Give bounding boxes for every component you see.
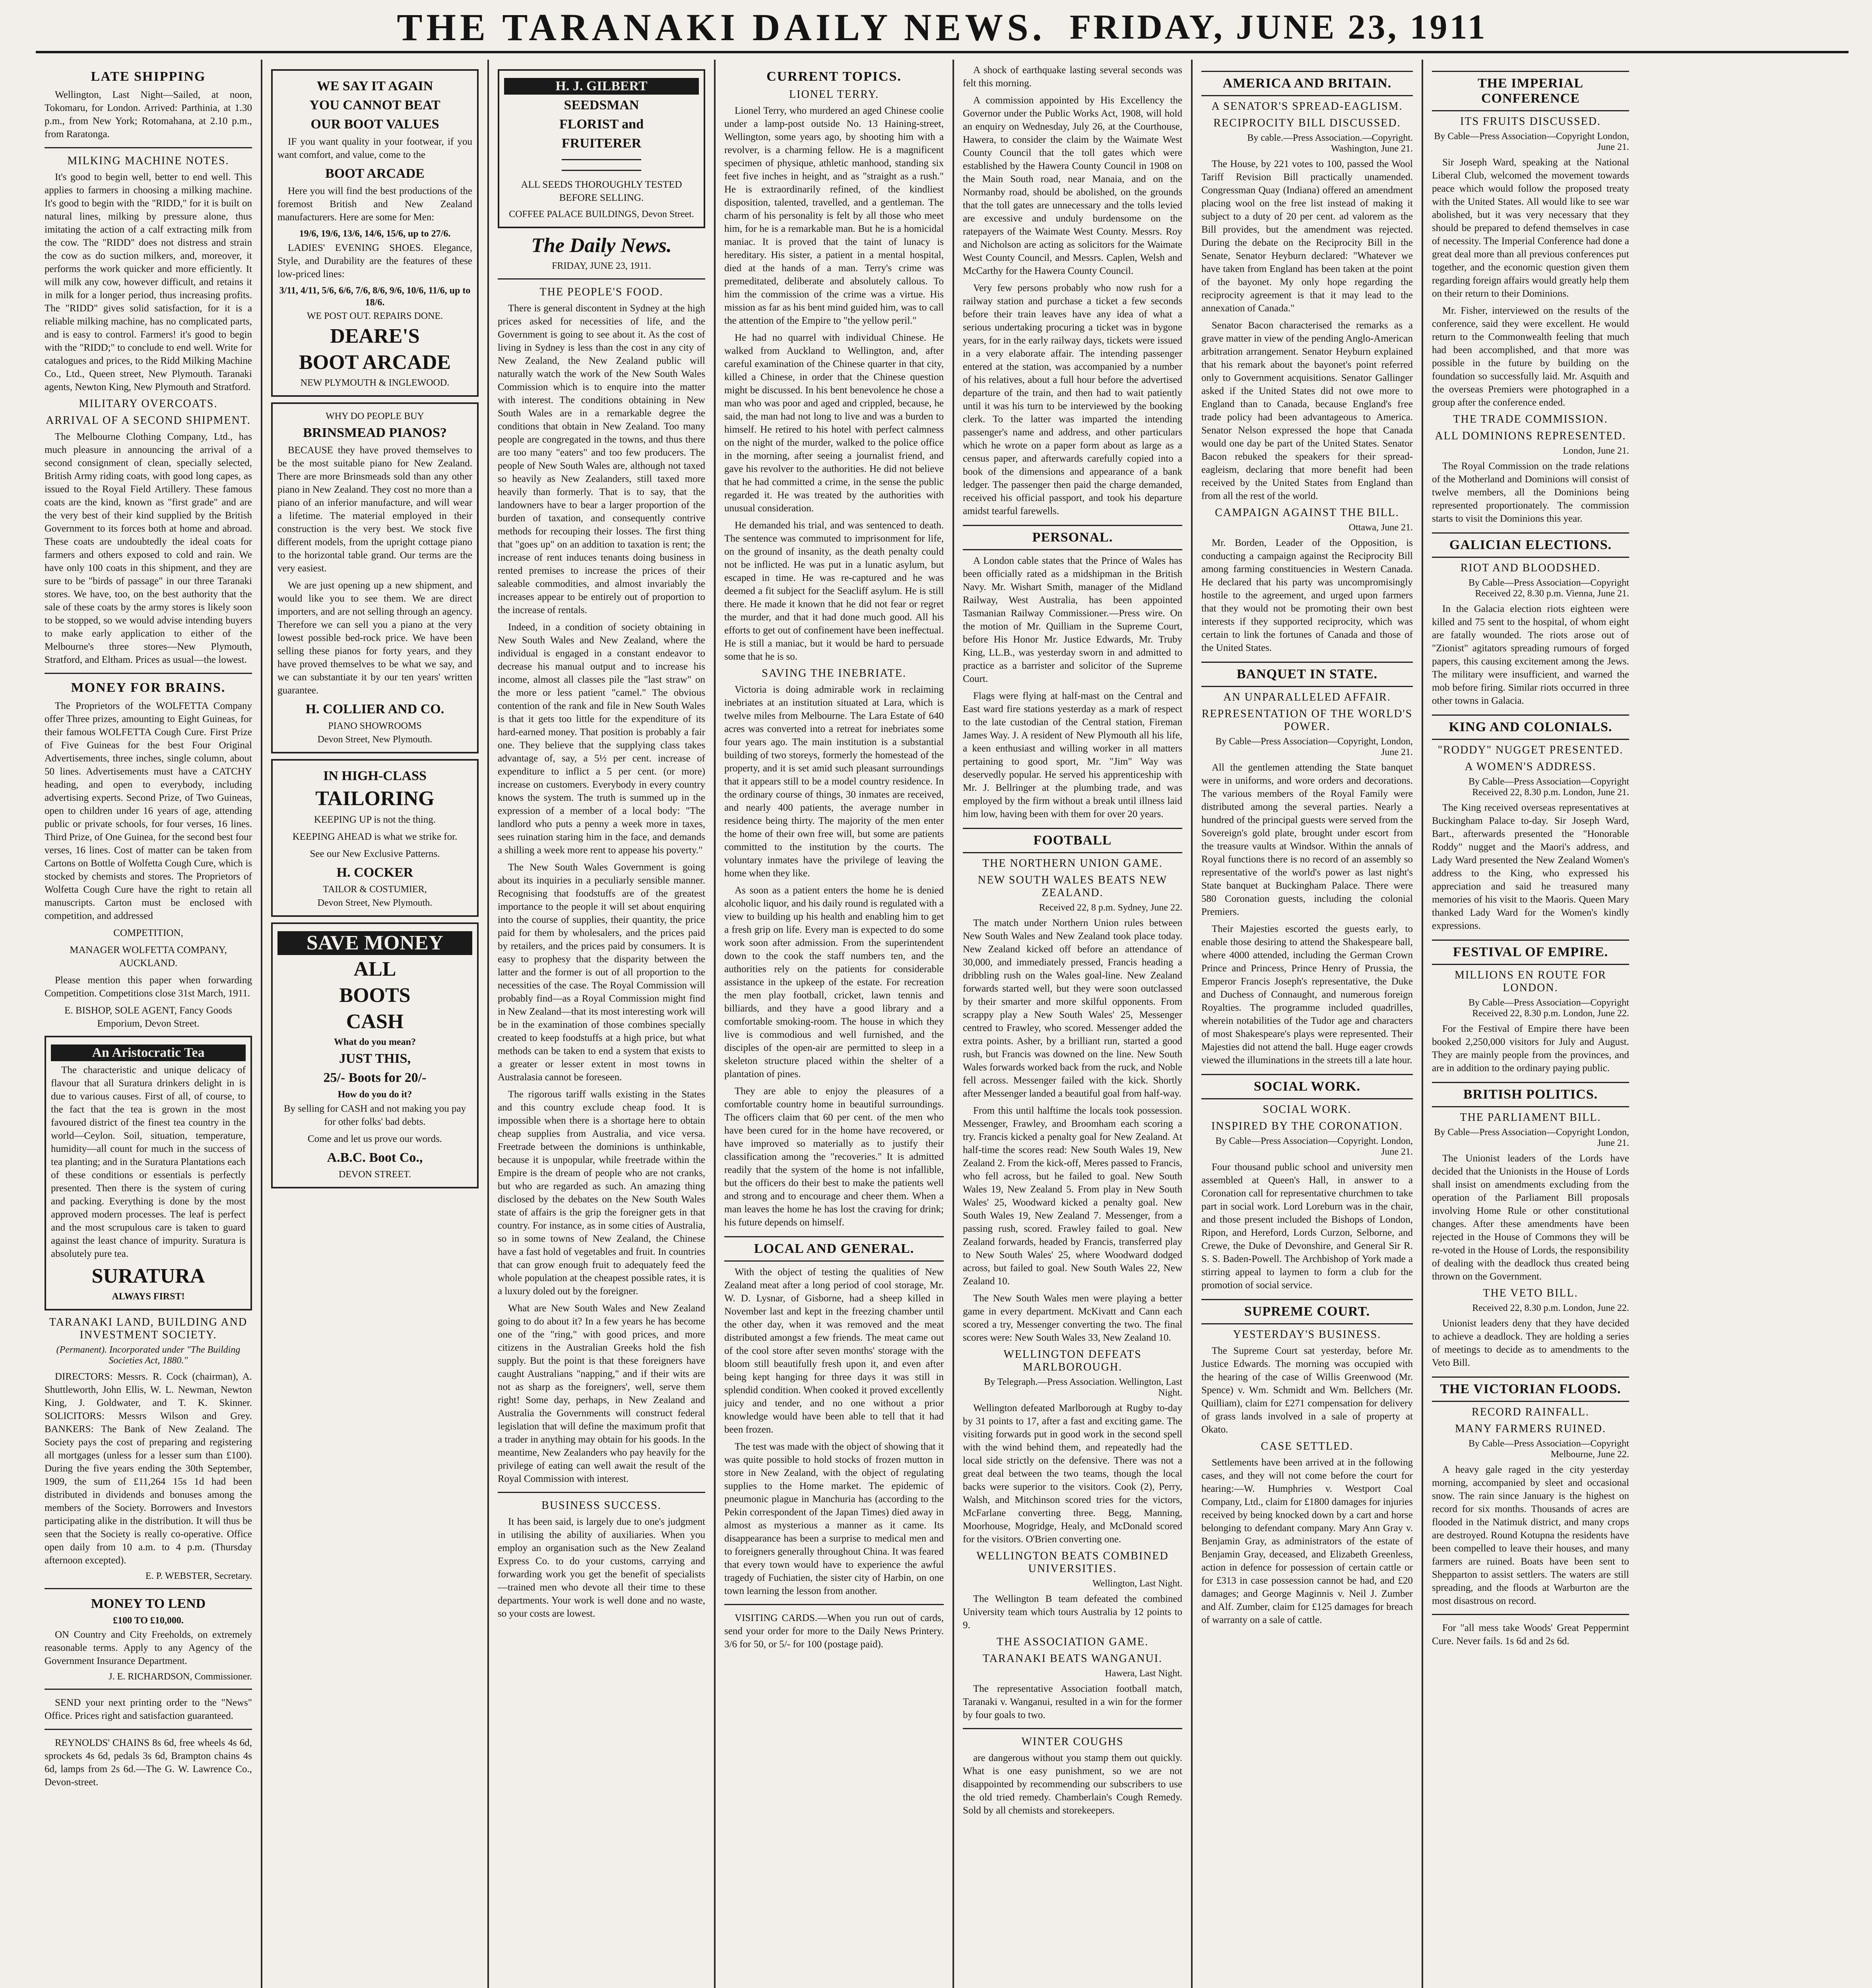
banquet-heading: BANQUET IN STATE. <box>1201 662 1413 687</box>
floods-text: A heavy gale raged in the city yesterday morning, accompanied by sleet and occasional snow. The rain since January is the highest on record for six months. Thousands of acres are flooded in the Natimuk district, and many crops are destroyed. Round Kotupna the residents have been compelled to leave their houses, and many farmers are ruined. Boats have been sent to Shepparton to assist settlers. The waters are still spreading, and the floods at Warburton are the most disastrous on record. <box>1432 1464 1629 1606</box>
association-subheading: TARANAKI BEATS WANGANUI. <box>982 1652 1162 1665</box>
column-2 <box>262 60 489 1988</box>
divider <box>45 1729 252 1730</box>
king-text: The King received overseas representatives at Buckingham Palace to-day. Sir Joseph Ward, Bart., afterwards presented the "Honorable Roddy" nugget and the Maori's address, and Lady Ward presented the New Zealand Women's address to the King, who expressed his appreciation and said he treasured many memories of his visit to the Maoris. Queen Mary thanked Lady Ward for the Women's kindly expressions. <box>1432 802 1629 931</box>
business-heading: BUSINESS SUCCESS. <box>541 1499 662 1512</box>
military-text: The Melbourne Clothing Company, Ltd., has much pleasure in announcing the arrival of a second consignment of clean, specially selected, British Army riding coats, with good long capes, as issued to the Royal Field Artillery. These famous coats are the kind, known as "first grade" and are the very best of their kind supplied by the British Government to its forces both at home and abroad. These coats are undoubtedly the ideal coats for farmers and others exposed to cold and rain. We have only 100 coats in this shipment, and they are sure to be "birds of passage" in our three Taranaki stores. We have, too, on the best authority that the sale of these coats by the army stores is likely soon to be stopped, so we would advise intending buyers to make early application to either of the Melbourne's three stores—New Plymouth, Stratford, and Eltham. Prices as usual—the lowest. <box>45 431 252 665</box>
business-text: It has been said, is largely due to one's judgment in utilising the ability of auxiliaries. When you employ an organisation such as the New Zealand Express Co. to do your customs, carrying and forwarding work you get the benefit of specialists—trained men who devote all their time to these departments. Your work is well done and no waste, so your costs are lowest. <box>498 1516 705 1619</box>
nsw-text: The match under Northern Union rules between New South Wales and New Zealand took place today. New Zealand kicked off before an attendance of 30,000, and immediately pressed, Francis heading a dribbling rush on the Wales goal-line. New Zealand forwards started well, but they were soon outclassed by their smarter and more skilful opponents. From scrappy play a New South Wales' 25, Messenger centred to Frawley, who scored. Messenger added the extra points. Asher, by a brilliant run, started a good rush, but Francis was downed on the line. New South Wales forwards worked back from the ruck, and Noble fell across. Messenger failed with the kick. Shortly after Messenger landed a beautiful goal from half-way. <box>963 918 1182 1099</box>
gilbert-line-3: FRUITERER <box>561 136 642 151</box>
paper-nameplate: The Daily News. <box>531 234 672 257</box>
money-address-2: MANAGER WOLFETTA COMPANY, AUCKLAND. <box>70 945 227 969</box>
divider <box>45 1689 252 1690</box>
association-dateline: Hawera, Last Night. <box>1105 1668 1182 1679</box>
campaign-dateline: Ottawa, June 21. <box>1348 522 1413 533</box>
save-address: DEVON STREET. <box>338 1169 411 1180</box>
money-text: The Proprietors of the WOLFETTA Company offer Three prizes, amounting to Eight Guineas, for their famous WOLFETTA Cough Cure. First Prize of Five Guineas for the best Four Original Advertisements, three inches, single column, about 50 lines. Advertisements must have a CATCHY heading, and open to everybody, including advertising experts. Second Prize, of Two Guineas, open to children under 16 years of age, attending public or private schools, for four verses, 16 lines. Third Prize, of One Guinea, for the second best four verses, 16 lines. Cost of matter can be taken from Cartons on Bottle of Wolfetta Cough Cure, which is stocked by chemists and stores. The Proprietors of Wolfetta Cough Cure have the right to retain all manuscripts. Carton must be enclosed with competition, and addressed <box>45 701 252 921</box>
divider <box>963 1728 1182 1729</box>
social-dateline: By Cable—Press Association—Copyright. London, June 21. <box>1215 1136 1413 1157</box>
gilbert-advert <box>498 69 705 228</box>
association-heading: THE ASSOCIATION GAME. <box>997 1636 1148 1648</box>
tailor-heading-1: IN HIGH-CLASS <box>323 769 427 783</box>
imperial-text: Sir Joseph Ward, speaking at the National Liberal Club, welcomed the movement towards peace which would follow the proposed treaty with the United States. All would like to see war abolished, but it was very necessary that they should be prepared to defend themselves in case of necessity. The Imperial Conference had done a great deal more than all previous conferences put together, and the economic question given them regarding foreign affairs would greatly help them on their return to their Dominions. <box>1432 157 1629 299</box>
wellington-heading: WELLINGTON DEFEATS MARLBOROUGH. <box>1003 1348 1142 1373</box>
boot-name: BOOT ARCADE <box>325 166 425 181</box>
boot-heading-3: OUR BOOT VALUES <box>310 117 439 132</box>
boot-store-3: NEW PLYMOUTH & INGLEWOOD. <box>300 378 450 388</box>
northern-union-heading: THE NORTHERN UNION GAME. <box>982 857 1163 870</box>
festival-heading: FESTIVAL OF EMPIRE. <box>1432 940 1629 965</box>
floods-heading: THE VICTORIAN FLOODS. <box>1432 1376 1629 1402</box>
chains-notice: REYNOLDS' CHAINS 8s 6d, free wheels 4s 6d, sprockets 4s 6d, pedals 3s 6d, Brampton chains 4s 6d, lamps from 2s 6d.—The G. W. Lawrence Co., Devon-street. <box>45 1738 252 1788</box>
gilbert-line-2: FLORIST and <box>559 117 644 132</box>
money-text-2: Please mention this paper when forwarding Competition. Competitions close 31st March, 1911. <box>45 975 252 999</box>
tailor-advert <box>271 759 479 917</box>
king-subheading: "RODDY" NUGGET PRESENTED. <box>1437 744 1624 756</box>
universities-dateline: Wellington, Last Night. <box>1092 1578 1182 1589</box>
universities-text: The Wellington B team defeated the combined University team which tours Australia by 12 points to 9. <box>963 1594 1182 1631</box>
paper-date: FRIDAY, JUNE 23, 1911. <box>552 261 651 271</box>
masthead <box>36 3 1849 53</box>
quake-text: A shock of earthquake lasting several seconds was felt this morning. <box>963 65 1182 89</box>
floods-subheading-2: MANY FARMERS RUINED. <box>1455 1423 1606 1435</box>
veto-dateline: Received 22, 8.30 p.m. London, June 22. <box>1472 1303 1629 1313</box>
masthead-title: THE TARANAKI DAILY NEWS. <box>397 6 1046 49</box>
boot-advert <box>271 69 479 397</box>
collier-address: Devon Street, New Plymouth. <box>317 734 433 745</box>
milking-text: It's good to begin well, better to end well. This applies to farmers in choosing a milking machine. It's good to begin with the "RIDD," for it is built on natural lines, milking by pressure alone, thus imitating the action of a calf extracting milk from the cow. The "RIDD" does not distress and strain the cow as do suction milkers, and, moreover, it performs the work quicker and more efficiently. It will milk any cow, however difficult, and retains it in milk for a longer period, thus increasing profits. The "RIDD" gives solid satisfaction, for it is a reliable milking machine, has no complicated parts, and is easy to control. Farmers! it's good to begin with the "RIDD;" to conclude to end well. Write for catalogues and prices, to the Ridd Milking Machine Co., Ltd., Queen street, New Plymouth. Taranaki agents, Newton King, New Plymouth and Stratford. <box>45 172 252 392</box>
peppermint-advert: For "all mess take Woods' Great Peppermint Cure. Never fails. 1s 6d and 2s 6d. <box>1432 1623 1629 1646</box>
boot-store-2: BOOT ARCADE <box>299 351 451 374</box>
boot-text: IF you want quality in your footwear, if you want comfort, and value, come to the <box>277 136 472 160</box>
boot-store-1: DEARE'S <box>330 325 420 348</box>
column-1 <box>36 60 262 1988</box>
winter-coughs-text: are dangerous without you stamp them out quickly. What is one easy punishment, so we are not disappointed by recommending our subscribers to use the old tried remedy. Chamberlain's Cough Remedy. Sold by all chemists and storekeepers. <box>963 1753 1182 1816</box>
food-text-5: What are New South Wales and New Zealand going to do about it? In a few years he has become one of the "ring," with good prices, and more citizens in the Australian Greeks hold the fish supply. But the point is that these foreigners have caught Australians "napping," and if their wits are not as sharp as the foreigners', well, serve them right! Some day, perhaps, in New Zealand and Australia the Governments will construct federal legislation that will define the maximum profit that a trader in anything may obtain for his goods. In the meantime, New Zealanders who pay heavily for the privilege of eating can well await the result of the Royal Commission with interest. <box>498 1303 705 1484</box>
association-text: The representative Association football match, Taranaki v. Wanganui, resulted in a win for the former by four goals to two. <box>963 1683 1182 1720</box>
social-subheading: SOCIAL WORK. <box>1263 1103 1352 1116</box>
politics-dateline: By Cable—Press Association—Copyright London, June 21. <box>1434 1127 1629 1148</box>
personal-heading: PERSONAL. <box>963 525 1182 550</box>
gilbert-line-1: SEEDSMAN <box>564 98 639 113</box>
food-text-3: The New South Wales Government is going about its inquiries in a peculiarly sensible manner. Recognising that foodstuffs are of the greatest importance to the people it will set about enquiring into the course of supplies, their quantity, the price paid for them by wholesalers, and the prices paid by retailers, and the prices paid by consumers. It is easy to prophesy that the disparity between the latter and the former is out of all proportion to the necessities of the case. The Royal Commission will probably find—as a Royal Commission might find in New Zealand—that its most interesting work will be in the examination of those combines specially created to keep foodstuffs at a high price, but what methods can be taken to end a system that exists to a greater or lesser extent in most towns in Australasia cannot be foreseen. <box>498 862 705 1083</box>
america-dateline: By cable.—Press Association.—Copyright. Washington, June 21. <box>1247 133 1413 154</box>
money-address-1: COMPETITION, <box>113 928 183 938</box>
tea-brand: SURATURA <box>91 1265 205 1287</box>
divider <box>1432 1614 1629 1615</box>
topics-heading: CURRENT TOPICS. <box>766 69 902 84</box>
wellington-text: Wellington defeated Marlborough at Rugby to-day by 31 points to 17, after a fast and exciting game. The visiting forwards put in good work in the second spell with the wind behind them, and repeatedly had the local side strictly on the defensive. There was not a great deal between the two teams, though the local backs were superior to the visitors. Cook (2), Perry, Walsh, and Mitchinson scored tries for the victors, McFarlane converting three. Begg, Manning, Moorhouse, Mogridge, Healy, and McDonald scored for the visitors. O'Brien converting one. <box>963 1403 1182 1545</box>
court-text: The Supreme Court sat yesterday, before Mr. Justice Edwards. The morning was occupied with the hearing of the case of Willis Greenwood (Mr. Spence) v. Wm. Schmidt and Wm. Bellchers (Mr. Quilliam), claim for £271 compensation for delivery of grass lands involved in a sale of property at Okato. <box>1201 1345 1413 1435</box>
tea-advert <box>45 1036 252 1310</box>
america-subheading-2: RECIPROCITY BILL DISCUSSED. <box>1213 117 1401 129</box>
tailor-name: H. COCKER <box>336 865 413 880</box>
tea-text: The characteristic and unique delicacy of flavour that all Suratura drinkers delight in is due to various causes. First of all, of course, to the fact that the tea is grown in the most favoured district of the finest tea country in the world—Ceylon. Soil, situation, temperature, humidity—all count for much in the success of tea planting; and in the Suratura Plantations each of these conditions or essentials is perfectly presented. Then there is the system of curing and packing. Everything is done by the most approved modern processes. The leaf is perfect and the most scrupulous care is taken to guard against the least chance of impurity. Suratura is absolutely pure tea. <box>51 1065 246 1259</box>
veto-text: Unionist leaders deny that they have decided to achieve a deadlock. They are holding a series of meetings to decide as to amendments to the Veto Bill. <box>1432 1318 1629 1368</box>
save-just: JUST THIS, <box>339 1051 411 1066</box>
football-heading: FOOTBALL <box>963 828 1182 853</box>
imperial-dateline: By Cable—Press Association—Copyright London, June 21. <box>1434 131 1629 152</box>
money-signature: E. BISHOP, SOLE AGENT, Fancy Goods Emporium, Devon Street. <box>64 1005 232 1029</box>
festival-text: For the Festival of Empire there have been booked 2,250,000 visitors for July and August. They are mainly people from the provinces, and are in addition to the ordinary paying public. <box>1432 1023 1629 1074</box>
social-text: Four thousand public school and university men assembled at Queen's Hall, in answer to a Coronation call for representative churchmen to take part in social work. Lord Loreburn was in the chair, and those present included the Bishops of London, Ripon, and Hereford, Lords Curzon, Selborne, and Crewe, the Duke of Devonshire, and General Sir R. S. S. Baden-Powell. The Archbishop of York made a stirring appeal to laymen to form a club for the promotion of social service. <box>1201 1162 1413 1291</box>
nsw-text-2: From this until halftime the locals took possession. Messenger, Frawley, and Broomham each scoring a try. Francis kicked a penalty goal for New Zealand. At half-time the scores read: New South Wales 19, New Zealand 2. From the kick-off, Meres passed to Francis, who fell across, but he failed to goal. New South Wales 19, New Zealand 5. From play in New South Wales' 25, Woodward kicked a penalty goal. New South Wales 19, New Zealand 7. Messenger, from a passing rush, scored. Frawley failed to goal. New Zealand forwards, headed by Francis, transferred play to New South Wales' 25, where Woodward dodged across, but failed to goal. New South Wales 22, New Zealand 10. <box>963 1105 1182 1287</box>
gilbert-address: COFFEE PALACE BUILDINGS, Devon Street. <box>509 209 694 219</box>
piano-text: BECAUSE they have proved themselves to be the most suitable piano for New Zealand. There are more Brinsmeads sold than any other piano in New Zealand. They cost no more than a piano of an inferior manufacture, and will wear a lifetime. The material employed in their construction is the very best. We stock five different models, from the upright cottage piano to the horizontal table grand. Our terms are the very easiest. <box>277 445 472 574</box>
save-text-2: Come and let us prove our words. <box>307 1134 442 1144</box>
money-heading: MONEY FOR BRAINS. <box>71 680 226 695</box>
king-heading: KING AND COLONIALS. <box>1432 714 1629 740</box>
wellington-dateline: By Telegraph.—Press Association. Wellington, Last Night. <box>984 1377 1182 1398</box>
military-subheading: ARRIVAL OF A SECOND SHIPMENT. <box>46 414 251 427</box>
america-text: The House, by 221 votes to 100, passed the Wool Tariff Revision Bill practically unamended. Congressman Quay (Indiana) offered an amendment placing wool on the free list instead of making it subject to a duty of 20 per cent. ad valorem as the Bill provides, but the amendment was rejected. During the debate on the Reciprocity Bill in the Senate, Senator Heyburn declared: "Whatever we have taken from England has been taken at the point of the bayonet. My only hope regarding the reciprocity agreement is that it may lead to the annexation of Canada." <box>1201 159 1413 314</box>
trade-heading: THE TRADE COMMISSION. <box>1453 413 1608 425</box>
festival-subheading: MILLIONS EN ROUTE FOR LONDON. <box>1455 969 1606 994</box>
banquet-text: All the gentlemen attending the State banquet were in uniforms, and wore orders and decorations. The various members of the Royal Family were distributed among the several parties. Nearly a hundred of the principal guests were served from the Sovereign's gold plate, brought under escort from the treasure vaults at Windsor. Within the annals of Royal functions there is no record of an assembly so representative of the world's power as last night's State banquet at Buckingham Palace. There were 580 Coronation guests, including the colonial Premiers. <box>1201 762 1413 917</box>
personal-text-2: Flags were flying at half-mast on the Central and East ward fire stations yesterday as a mark of respect to the late custodian of the Central station, Fireman James Way. J. A resident of New Plymouth all his life, a keen enthusiast and willing worker in all matters pertaining to good sport, Mr. "Jim" Way was deservedly popular. He served his apprenticeship with Mr. J. Bellringer at the plumbing trade, and was employed by the firm without a break until illness laid him low, having been with them for over 20 years. <box>963 691 1182 819</box>
inebriate-text-2: As soon as a patient enters the home he is denied alcoholic liquor, and his daily round is regulated with a view to building up his health and enabling him to get a fresh grip on life. Every man is expected to do some work soon after admission. From the superintendent down to the cook the staff numbers ten, and the authorities rely on the patients for considerable assistance in the upkeep of the estate. For recreation the men play football, cricket, lawn tennis and billiards, and they have a good library and a comfortable smoking-room. The house in which they live is commodious and well furnished, and the disciples of the open-air are permitted to sleep in a skeleton structure placed within the shelter of a plantation of pines. <box>724 885 944 1079</box>
terry-text-2: He had no quarrel with individual Chinese. He walked from Auckland to Wellington, and, after careful examination of the Chinese quarter in that city, killed a Chinese, in order that the Chinese question might be discussed. In his bent benevolence he chose a man who was poor and aged and crippled, because, he said, the man had not long to live and was a burden to himself. He retired to his hotel with perfect calmness on the night of the murder, walked to the police office in the morning, after seeing a journalist friend, and gave his revolver to the authorities. He did not believe that he had committed a crime, in the sense the public regarded it. He was treated by the authorities with unusual consideration. <box>724 332 944 514</box>
terry-heading: LIONEL TERRY. <box>789 88 879 101</box>
social-subheading-2: INSPIRED BY THE CORONATION. <box>1211 1120 1403 1132</box>
galician-subheading: RIOT AND BLOODSHED. <box>1460 562 1601 574</box>
gilbert-name: H. J. GILBERT <box>504 78 699 95</box>
society-signature: E. P. WEBSTER, Secretary. <box>145 1571 252 1581</box>
collier-name: H. COLLIER AND CO. <box>305 702 444 716</box>
court-heading: SUPREME COURT. <box>1201 1299 1413 1324</box>
military-heading: MILITARY OVERCOATS. <box>79 398 218 410</box>
banquet-subheading-2: REPRESENTATION OF THE WORLD'S POWER. <box>1201 708 1413 733</box>
collier-subheading: PIANO SHOWROOMS <box>328 721 422 731</box>
floods-dateline: By Cable—Press Association—Copyright Melbourne, June 22. <box>1469 1439 1629 1460</box>
printing-notice: SEND your next printing order to the "News" Office. Prices right and satisfaction guaranteed. <box>45 1697 252 1721</box>
tailor-address: Devon Street, New Plymouth. <box>317 898 433 908</box>
society-heading: TARANAKI LAND, BUILDING AND INVESTMENT SOCIETY. <box>49 1316 248 1341</box>
column-5 <box>954 60 1193 1988</box>
inebriate-text-3: They are able to enjoy the pleasures of a comfortable country home in beautiful surroundings. The officers claim that 60 per cent. of the men who have been cured for in the home have recovered, or have improved so materially as to justify their classification among the "recoveries." It is admitted readily that the system of the home is not infallible, but the officers do their best to make the patients well and strong and to encourage and cheer them. When a man leaves the home he has lost the craving for drink; his future depends on himself. <box>724 1086 944 1228</box>
banquet-subheading: AN UNPARALLELED AFFAIR. <box>1223 691 1391 703</box>
food-text-4: The rigorous tariff walls existing in the States and this country exclude cheap food. It is impossible when there is a shortage here to obtain cheap supplies from Australia, and vice versa. Freetrade between the dominions is unthinkable, because it is unpopular, while freetrade within the Empire is the dream of people who are not cranks, but who are regarded as such. An amazing thing disclosed by the debates on the New South Wales state of affairs is the grip the foreigner gets in that country. For instance, as in some cities of Australia, so in some towns of New Zealand, the Chinese have a fast hold of vegetables and fruit. In countries that can grow enough fruit to adequately feed the whole population at the cheapest possible rates, it is a luxury doled out by the foreigner. <box>498 1089 705 1297</box>
america-subheading: A SENATOR'S SPREAD-EAGLISM. <box>1211 100 1403 113</box>
america-text-2: Senator Bacon characterised the remarks as a grave matter in view of the pending Anglo-American arbitration arrangement. Senator Heyburn explained that his remark about the bayonet's point referred only to Government acquisitions. Senator Gallinger asked if the United States did not owe more to England than to Canada, because England's free trade policy had been advantageous to America. Senator Nelson expressed the hope that Canada would one day be part of the United States. Senator Bacon rebuked the speakers for their spread-eagleism, declaring that more benefit had been received by the United States from England than from all the rest of the world. <box>1201 320 1413 501</box>
inebriate-text: Victoria is doing admirable work in reclaiming inebriates at an institution situated at Lara, which is twelve miles from Melbourne. The Lara Estate of 640 acres was converted into a retreat for inebriates some four years ago. The main institution is a substantial building of two storeys, formerly the homestead of the property, and it is set amid such pleasant surroundings that it appears still to be a model country residence. In the ordinary course of things, 30 inmates are received, and nearly 400 patients, the average number in residence being thirty. The majority of the men enter the home of their own free will, but some are patients committed to the institution by the courts. The voluntary inmates have the privilege of leaving the home when they like. <box>724 684 944 879</box>
save-question: What do you mean? <box>334 1037 416 1047</box>
piano-text-2: We are just opening up a new shipment, and would like you to see them. We are direct importers, and are not selling through an agency. Therefore we can sell you a piano at the very lowest possible bed-rock price. We have been selling these pianos for forty years, and they have proved themselves to be what we say, and we can substantiate it by our ten years' written guarantee. <box>277 580 472 696</box>
divider <box>45 147 252 148</box>
ornament-icon <box>562 159 641 171</box>
personal-text: A London cable states that the Prince of Wales has been officially rated as a midshipman in the British Navy. Mr. Wishart Smith, manager of the Midland Railway, West Australia, has been appointed Tasmanian Railway Commissioner.—Press wire. On the motion of Mr. Quilliam in the Supreme Court, before His Honor Mr. Justice Edwards, Mr. Truby King, LL.B., was yesterday sworn in and admitted to practice as a barrister and solicitor of the Supreme Court. <box>963 555 1182 684</box>
boot-heading-2: YOU CANNOT BEAT <box>309 98 440 113</box>
food-text: There is general discontent in Sydney at the high prices asked for necessities of life, and the Government is going to see about it. As the cost of living in Sydney is less than the cost in any city of New Zealand, the New Zealand public will naturally watch the work of the New South Wales Commission which is to enquire into the matter with interest. The conditions obtaining in New South Wales are in a remarkable degree the conditions that obtain in New Zealand. Too many people are congregated in the towns, and thus there are too many "eaters" and too few producers. The people of New South Wales are, although not taxed so heavily as New Zealanders, still taxed more heavily than formerly. That is to say, that the landowners have to bear a larger proportion of the burden of taxation, and consequently contrive methods for recouping their losses. The first thing that "goes up" on an addition to taxation is rent; the increase of rent induces tenants doing business in rented premises to increase the prices of their saleable commodities, and almost invariably the increases appear to be entirely out of proportion to the increase of rentals. <box>498 303 705 615</box>
galician-heading: GALICIAN ELECTIONS. <box>1432 532 1629 558</box>
boot-post: WE POST OUT. REPAIRS DONE. <box>307 311 443 321</box>
divider <box>45 1588 252 1589</box>
passport-text: Very few persons probably who now rush for a railway station and purchase a ticket a few seconds before their train leaves have any idea of what a serious undertaking procuring a ticket was in bygone years, for in the early railway days, tickets were issued in a very elaborate affair. The intending passenger entered at the station, was accompanied by a number of his relatives, about a full hour before the advertised departure of the train, and then had to wait patiently until it was his turn to be interviewed by the booking clerk. To the latter was imparted the intending passenger's name and address, and other particulars which he wrote on a paper form about as large as a census paper, and afterwards carefully copied into a book of the dimensions and appearance of a bank ledger. The passenger then paid the charge demanded, received his official passport, and took his departure amidst tearful farewells. <box>963 283 1182 516</box>
column-6 <box>1193 60 1423 1988</box>
boot-prices-2: 3/11, 4/11, 5/6, 6/6, 7/6, 8/6, 9/6, 10/6, 11/6, up to 18/6. <box>279 285 471 308</box>
save-cash: CASH <box>346 1010 404 1033</box>
tailor-line-1: KEEPING UP is not the thing. <box>314 814 436 825</box>
lend-text: ON Country and City Freeholds, on extremely reasonable terms. Apply to any Agency of the Government Insurance Department. <box>45 1629 252 1666</box>
nsw-text-3: The New South Wales men were playing a better game in every department. McKivatt and Cann each scored a try, Messenger converting the two. The final scores were: New South Wales 33, New Zealand 10. <box>963 1293 1182 1343</box>
save-all: ALL <box>353 958 396 980</box>
column-3 <box>489 60 716 1988</box>
floods-subheading: RECORD RAINFALL. <box>1472 1406 1589 1418</box>
winter-coughs-heading: WINTER COUGHS <box>1021 1736 1124 1748</box>
tea-title: An Aristocratic Tea <box>51 1044 246 1061</box>
king-subheading-2: A WOMEN'S ADDRESS. <box>1465 761 1597 773</box>
terry-text-3: He demanded his trial, and was sentenced to death. The sentence was commuted to imprisonment for life, on the ground of insanity, as the death penalty could not be inflicted. He was put in a lunatic asylum, but escaped in time. He was re-captured and he was deemed a fit subject for the Seacliff asylum. He is still there. He made it known that he did not fear or regret the murder, and that it had done much good. All his efforts to get out of confinement have been ineffectual. He is still a maniac, but it would be hard to persuade some that he is so. <box>724 520 944 662</box>
local-text: With the object of testing the qualities of New Zealand meat after a long period of cool storage, Mr. W. D. Lysnar, of Gisborne, had a sheep killed in November last and kept in the freezing chamber until the other day, when it was removed and the meat distributed amongst a few friends. The meat came out of the cool store after seven months' storage with the bloom still beautifully fresh upon it, and even after being kept hanging for three days it was still in splendid condition. When cooked it proved excellently juicy and tender, and no one without a prior knowledge would have been able to tell that it had been frozen. <box>724 1267 944 1435</box>
trade-dateline: London, June 21. <box>1563 446 1629 456</box>
politics-subheading: THE PARLIAMENT BILL. <box>1460 1111 1601 1124</box>
commission-text: A commission appointed by His Excellency the Governor under the Public Works Act, 1908, will hold an enquiry on Wednesday, July 26, at the Courthouse, Hawera, to consider the claim by the Waimate West County Council that the toll gates which were established by the Hawera County Council in 1908 on the Main South road, near Manaia, and on the Normanby road, should be abolished, on the grounds that the toll gates are unnecessary and the tolls levied are excessive and unduly burdensome on the ratepayers of the Waimate West County. Messrs. Roy and Nicholson are acting as solicitors for the Waimate West County Council, and Messrs. Caplen, Welsh and McCarthy for the Hawera County Council. <box>963 95 1182 276</box>
king-dateline: By Cable—Press Association—Copyright Received 22, 8.30 p.m. London, June 21. <box>1469 777 1629 798</box>
gilbert-text: ALL SEEDS THOROUGHLY TESTED BEFORE SELLING. <box>521 179 682 203</box>
society-text: DIRECTORS: Messrs. R. Cock (chairman), A. Shuttleworth, John Ellis, W. L. Newman, Newton King, J. Goldwater, and T. K. Skinner. SOLICITORS: Messrs Wilson and Grey. BANKERS: The Bank of New Zealand. The Society pays the cost of preparing and registering all mortgages (unless for a lesser sum than £100). During the five years ending the 30th September, 1909, the sum of £11,264 15s 1d had been distributed in dividends and bonuses among the members of the Society. Borrowers and Investors participating alike in the distribution. It will thus be seen that the Society is really co-operative. Office open daily from 10 a.m. to 4 p.m. (Thursday afternoon excepted). <box>45 1371 252 1566</box>
campaign-heading: CAMPAIGN AGAINST THE BILL. <box>1215 507 1399 519</box>
milking-heading: MILKING MACHINE NOTES. <box>67 155 229 167</box>
tailor-line-3: See our New Exclusive Patterns. <box>310 848 440 859</box>
trade-subheading: ALL DOMINIONS REPRESENTED. <box>1435 430 1626 442</box>
divider <box>724 1604 944 1605</box>
food-text-2: Indeed, in a condition of society obtaining in New South Wales and New Zealand, where the individual is engaged in a constant endeavor to decrease his manual output and to increase his income, almost all classes pile the "last straw" on the more or less patient "camel." The obvious contention of the rank and file in New South Wales is that it gets too little for the expenditure of its hard-earned money. That position is probably a fair one. They believe that the supplying class takes advantage of, say, a 5½ per cent. increase of expenditure to inflict a 5 per cent. (or more) increase on customers. Everybody in every country knows the system. The truth is summed up in the expression of a member of a local body: "The landlord who puts a penny a week more in taxes, sees ruination staring him in the face, and demands a shilling a week more rent to appease his poverty." <box>498 622 705 856</box>
masthead-date: FRIDAY, JUNE 23, 1911 <box>1069 8 1488 47</box>
imperial-subheading: ITS FRUITS DISCUSSED. <box>1460 115 1601 128</box>
local-text-2: The test was made with the object of showing that it was quite possible to hold stocks of frozen mutton in store in New Zealand, with the object of regulating supplies to the Home market. The epidemic of pneumonic plague in Manchuria has (according to the Pekin correspondent of the Japan Times) died away in almost as mysterious a manner as it came. Its disappearance has been a surprise to medical men and to foreigners generally throughout China. It was feared that every town would have to experience the awful tragedy of Fuchiatien, the sister city of Harbin, on one town learning the lesson from another. <box>724 1441 944 1596</box>
tailor-role: TAILOR & COSTUMIER, <box>323 884 427 895</box>
inebriate-heading: SAVING THE INEBRIATE. <box>762 667 906 679</box>
lend-amount: £100 TO £10,000. <box>113 1615 184 1626</box>
save-heading: SAVE MONEY <box>277 931 472 955</box>
save-money-advert <box>271 922 479 1188</box>
divider <box>45 673 252 674</box>
lend-signature: J. E. RICHARDSON, Commissioner. <box>109 1672 252 1682</box>
tea-tagline: ALWAYS FIRST! <box>112 1291 185 1302</box>
piano-heading: BRINSMEAD PIANOS? <box>303 425 447 440</box>
tailor-heading-2: TAILORING <box>315 787 435 810</box>
save-question-2: How do you do it? <box>338 1089 412 1100</box>
boot-text-2: Here you will find the best productions of the foremost British and New Zealand manufacturers. Here are some for Men: <box>277 186 472 223</box>
visiting-cards-notice: VISITING CARDS.—When you run out of cards, send your order for more to the Daily News Printery. 3/6 for 50, or 5/- for 100 (postage paid). <box>724 1613 944 1650</box>
imperial-heading: THE IMPERIAL CONFERENCE <box>1432 71 1629 111</box>
column-4 <box>716 60 954 1988</box>
court-subheading: YESTERDAY'S BUSINESS. <box>1233 1328 1381 1341</box>
save-company: A.B.C. Boot Co., <box>327 1150 423 1165</box>
nsw-dateline: Received 22, 8 p.m. Sydney, June 22. <box>1039 903 1182 913</box>
banquet-dateline: By Cable—Press Association—Copyright, London, June 21. <box>1215 736 1413 757</box>
campaign-text: Mr. Borden, Leader of the Opposition, is conducting a campaign against the Reciprocity Bill among farming constituencies in Western Canada. He declared that his party was uncompromisingly hostile to the agreement, and urged upon farmers that they would not be promoting their own best interests if they supported reciprocity, which was certain to link the fortunes of Canada and those of the United States. <box>1201 538 1413 653</box>
social-heading: SOCIAL WORK. <box>1201 1074 1413 1099</box>
local-heading: LOCAL AND GENERAL. <box>724 1236 944 1262</box>
trade-text: The Royal Commission on the trade relations of the Motherland and Dominions will consist of twelve members, all the Dominions being represented proportionately. The commission starts to visit the Dominions this year. <box>1432 461 1629 524</box>
politics-heading: BRITISH POLITICS. <box>1432 1082 1629 1107</box>
imperial-text-2: Mr. Fisher, interviewed on the results of the conference, said they were excellent. He would return to the Commonwealth feeling that much had been accomplished, and that more was possible in the future by building on the foundation so successfully laid. Mr. Asquith and the overseas Premiers were photographed in a group after the conference ended. <box>1432 305 1629 408</box>
lend-heading: MONEY TO LEND <box>91 1596 206 1611</box>
festival-dateline: By Cable—Press Association—Copyright Received 22, 8.30 p.m. London, June 22. <box>1469 998 1629 1019</box>
save-boots: BOOTS <box>339 984 411 1007</box>
boot-heading-1: WE SAY IT AGAIN <box>316 79 433 93</box>
court-settled-heading: CASE SETTLED. <box>1261 1440 1354 1452</box>
boot-ladies: LADIES' EVENING SHOES. Elegance, Style, and Durability are the features of these low-priced lines: <box>277 243 472 280</box>
divider <box>498 278 705 280</box>
banquet-text-2: Their Majesties escorted the guests early, to enable those desiring to attend the Shakespeare ball, where 4000 attended, including the German Crown Prince and Princess, Prince Henry of Prussia, the Emperor Francis Joseph's representative, the Duke and Duchess of Connaught, and numerous foreign Royalties. The programme included quadrilles, wherein notabilities of the Tudor age and characters of most Shakespeare's plays were represented. Their Majesties did not attend the ball. Huge eager crowds viewed the illuminations in the streets till a late hour. <box>1201 924 1413 1066</box>
boot-prices-1: 19/6, 19/6, 13/6, 14/6, 15/6, up to 27/6. <box>299 229 451 239</box>
galician-dateline: By Cable—Press Association—Copyright Received 22, 8.30 p.m. Vienna, June 21. <box>1469 578 1629 599</box>
galician-text: In the Galacia election riots eighteen were killed and 75 sent to the hospital, of whom eight are fatally wounded. The riots arose out of "Zionist" agitators spreading rumours of forged papers, this causing excitement among the Jews. The military were insufficient, and warned the mob before firing. Similar riots occurred in three other towns in Galacia. <box>1432 604 1629 706</box>
piano-question: WHY DO PEOPLE BUY <box>326 411 424 421</box>
universities-heading: WELLINGTON BEATS COMBINED UNIVERSITIES. <box>976 1550 1169 1575</box>
terry-text: Lionel Terry, who murdered an aged Chinese coolie under a lamp-post outside No. 13 Haining-street, Wellington, some years ago, by shooting him with a revolver, is a charming fellow. He is a magnificent specimen of physique, athletic manhood, standing six feet five inches in height, and as "straight as a rush." He is extraordinarily refined, of the kindliest disposition, talented, travelled, and a gentleman. The charm of his personality is felt by all those who meet him, for he is a remarkable man. But he is a homicidal maniac. It is proved that the taint of lunacy is hereditary. His sister, a patient in a mental hospital, died at the hands of a man. Terry's crime was premeditated, deliberate and absolutely callous. To him the commission of the crime was a virtue. His mission as far as his bent mind guided him, was to call the attention of the Empire to "the yellow peril." <box>724 105 944 326</box>
food-heading: THE PEOPLE'S FOOD. <box>539 286 663 298</box>
piano-advert <box>271 402 479 753</box>
society-subheading: (Permanent). Incorporated under "The Building Societies Act, 1880." <box>56 1345 241 1366</box>
shipping-text: Wellington, Last Night—Sailed, at noon, Tokomaru, for London. Arrived: Parthinia, at 1.30 p.m., from New York; Rotomahana, at 2.10 p.m., from Raratonga. <box>45 89 252 140</box>
divider <box>498 1492 705 1493</box>
column-7 <box>1423 60 1638 1988</box>
politics-text: The Unionist leaders of the Lords have decided that the Unionists in the House of Lords shall insist on amendments excluding from the operation of the Parliament Bill proposals involving Home Rule or other constitutional changes. After these amendments have been rejected in the House of Commons they will be re-voted in the House of Lords, the responsibility of dealing with the deadlock thus created being thrown on the Government. <box>1432 1153 1629 1282</box>
nsw-heading: NEW SOUTH WALES BEATS NEW ZEALAND. <box>978 874 1168 899</box>
court-text-2: Settlements have been arrived at in the following cases, and they will not come before the court for hearing:—W. Humphries v. Westport Coal Company, Ltd., claim for £1800 damages for injuries received by being knocked down by a cart and horse belonging to defendant company. Mary Ann Gray v. Benjamin Gray, as administrators of the estate of Benjamin Gray, deceased, and Elizabeth Greenless, action in defence for possession of certain cattle or for £313 in case possession cannot be had, and £20 damages; and George Maginnis v. Neil J. Zumber and Alf. Zumber, claim for £125 damages for breach of warranty on a sale of cattle. <box>1201 1457 1413 1625</box>
save-price: 25/- Boots for 20/- <box>323 1070 427 1085</box>
columns <box>36 60 1849 1988</box>
save-text: By selling for CASH and not making you pay for other folks' bad debts. <box>283 1103 466 1127</box>
shipping-heading: LATE SHIPPING <box>91 69 206 84</box>
veto-heading: THE VETO BILL. <box>1483 1287 1578 1299</box>
america-heading: AMERICA AND BRITAIN. <box>1201 71 1413 96</box>
tailor-line-2: KEEPING AHEAD is what we strike for. <box>292 831 458 842</box>
